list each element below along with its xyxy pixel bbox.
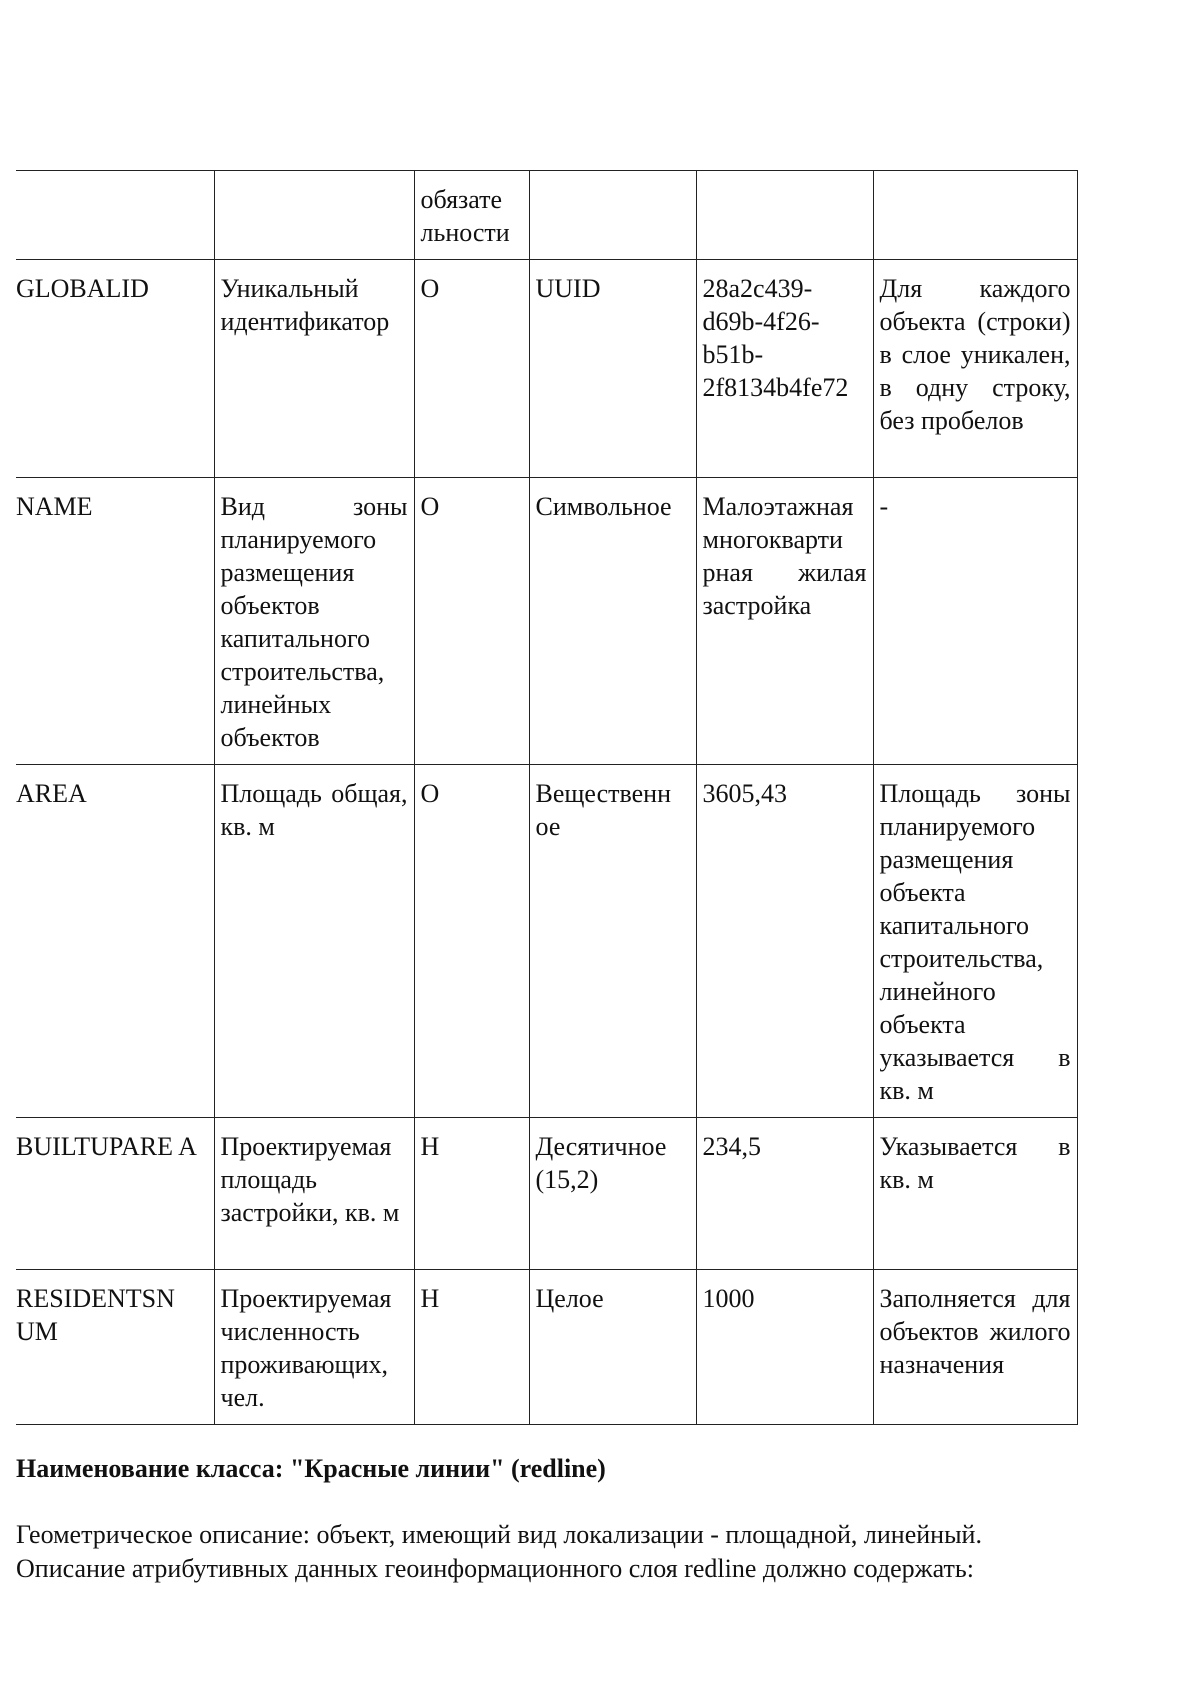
geometry-description: Геометрическое описание: объект, имеющий вид локализации - площадной, линейный. bbox=[16, 1520, 982, 1549]
description-cell: Уникальный идентификатор bbox=[214, 260, 414, 478]
attribute-table bbox=[16, 170, 1078, 1425]
note-cell: Для каждого объекта (строки) в слое уникален, в одну строку, без пробелов bbox=[873, 260, 1077, 478]
required-cell: обязате льности bbox=[414, 171, 529, 260]
example-cell: 234,5 bbox=[696, 1118, 873, 1270]
section-paragraph bbox=[16, 1518, 1116, 1586]
field-cell: RESIDENTSN UM bbox=[16, 1270, 214, 1425]
note-cell: - bbox=[873, 478, 1077, 765]
required-cell: Н bbox=[414, 1270, 529, 1425]
table-row bbox=[16, 765, 1077, 1118]
type-cell: Вещественн ое bbox=[529, 765, 696, 1118]
field-cell: BUILTUPARE A bbox=[16, 1118, 214, 1270]
type-cell: Десятичное (15,2) bbox=[529, 1118, 696, 1270]
required-cell: О bbox=[414, 478, 529, 765]
field-cell bbox=[16, 171, 214, 260]
type-cell: Целое bbox=[529, 1270, 696, 1425]
example-cell: Малоэтажная многокварти рная жилая застройка bbox=[696, 478, 873, 765]
description-cell: Проектируемая численность проживающих, чел. bbox=[214, 1270, 414, 1425]
description-cell: Вид зоны планируемого размещения объектов капитального строительства, линейных объектов bbox=[214, 478, 414, 765]
table-row bbox=[16, 1270, 1077, 1425]
note-cell: Площадь зоны планируемого размещения объекта капитального строительства, линейного объекта указывается в кв. м bbox=[873, 765, 1077, 1118]
example-cell: 28a2c439-d69b-4f26-b51b-2f8134b4fe72 bbox=[696, 260, 873, 478]
description-cell bbox=[214, 171, 414, 260]
field-cell: GLOBALID bbox=[16, 260, 214, 478]
field-cell: NAME bbox=[16, 478, 214, 765]
table-row bbox=[16, 171, 1077, 260]
required-cell: О bbox=[414, 765, 529, 1118]
table-row bbox=[16, 260, 1077, 478]
example-cell: 1000 bbox=[696, 1270, 873, 1425]
type-cell: UUID bbox=[529, 260, 696, 478]
attribute-description: Описание атрибутивных данных геоинформационного слоя redline должно содержать: bbox=[16, 1554, 974, 1583]
example-cell: 3605,43 bbox=[696, 765, 873, 1118]
table-row bbox=[16, 1118, 1077, 1270]
required-cell: О bbox=[414, 260, 529, 478]
table-row bbox=[16, 478, 1077, 765]
description-cell: Проектируемая площадь застройки, кв. м bbox=[214, 1118, 414, 1270]
description-cell: Площадь общая, кв. м bbox=[214, 765, 414, 1118]
section-title: Наименование класса: "Красные линии" (redline) bbox=[16, 1454, 606, 1483]
type-cell: Символьное bbox=[529, 478, 696, 765]
field-cell: AREA bbox=[16, 765, 214, 1118]
note-cell: Указывается в кв. м bbox=[873, 1118, 1077, 1270]
example-cell bbox=[696, 171, 873, 260]
type-cell bbox=[529, 171, 696, 260]
note-cell bbox=[873, 171, 1077, 260]
note-cell: Заполняется для объектов жилого назначения bbox=[873, 1270, 1077, 1425]
required-cell: Н bbox=[414, 1118, 529, 1270]
